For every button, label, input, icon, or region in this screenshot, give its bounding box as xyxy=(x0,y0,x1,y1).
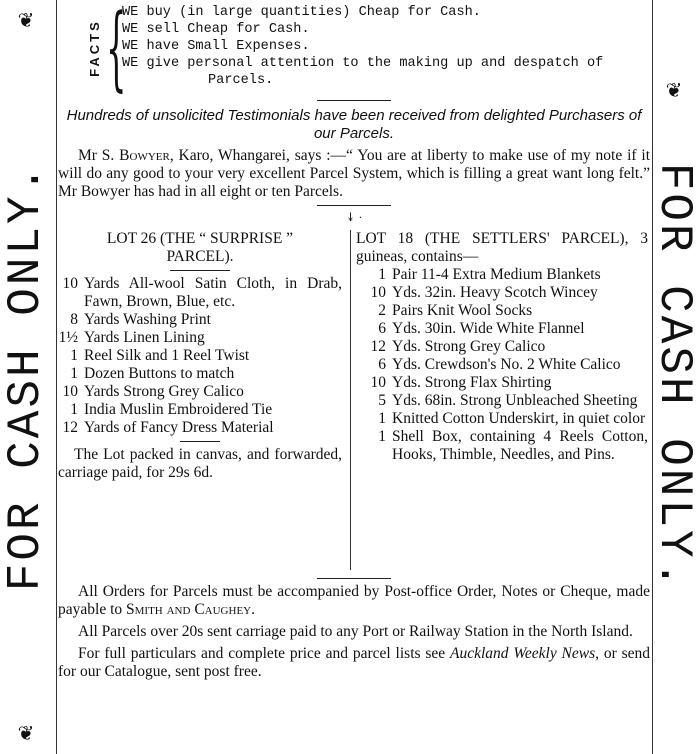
top-ornament-mark: ❦ xyxy=(17,10,35,32)
item-quantity: 6 xyxy=(378,356,386,373)
parcel-item xyxy=(356,284,648,302)
item-quantity: 12 xyxy=(370,338,386,355)
fleuron-icon: ❦ xyxy=(17,723,35,745)
facts-line: WE buy (in large quantities) Cheap for Cash. xyxy=(122,5,481,20)
item-description: Yds. 30in. Wide White Flannel xyxy=(392,320,585,337)
facts-line: WE sell Cheap for Cash. xyxy=(122,22,310,37)
parcel-item xyxy=(356,392,648,410)
lot-26-title: LOT 26 (THE “ SURPRISE ” PARCEL). xyxy=(106,230,294,265)
lot-26-column xyxy=(58,230,342,482)
item-quantity: 10 xyxy=(62,275,78,292)
firm-name: Smith and Caughey xyxy=(126,601,252,618)
parcel-item xyxy=(58,383,342,401)
item-description: Knitted Cotton Underskirt, in quiet color xyxy=(392,410,646,427)
facts-label: FACTS xyxy=(87,19,102,77)
item-quantity: 10 xyxy=(370,374,386,391)
item-description: Yards Linen Lining xyxy=(84,329,205,346)
facts-list xyxy=(122,4,642,89)
item-quantity: 6 xyxy=(378,320,386,337)
item-description: Yds. 32in. Heavy Scotch Wincey xyxy=(392,284,598,301)
terms-block xyxy=(58,583,650,681)
lot-18-title: LOT 18 (THE SETTLERS' PARCEL), 3 guineas, contains— xyxy=(356,230,648,265)
advertisement-body xyxy=(58,0,650,754)
item-quantity: 5 xyxy=(378,392,386,409)
facts-block xyxy=(58,0,650,101)
item-description: Yds. Crewdson's No. 2 White Calico xyxy=(392,356,621,373)
parcel-item xyxy=(356,338,648,356)
item-description: Reel Silk and 1 Reel Twist xyxy=(84,347,250,364)
brace-icon: { xyxy=(106,0,127,101)
item-quantity: 12 xyxy=(62,419,78,436)
parcel-item xyxy=(356,428,648,464)
parcel-item xyxy=(356,410,648,428)
item-quantity: 10 xyxy=(62,383,78,400)
item-description: Pairs Knit Wool Socks xyxy=(392,302,533,319)
lot-18-column xyxy=(356,230,648,464)
parcel-item xyxy=(58,419,342,437)
right-side-banner xyxy=(648,0,700,754)
parcel-item xyxy=(58,311,342,329)
divider-ornament: ↡ · xyxy=(345,210,363,224)
item-quantity: 1½ xyxy=(58,329,78,346)
section-rule xyxy=(317,100,391,101)
item-description: Yds. Strong Flax Shirting xyxy=(392,374,552,391)
item-description: India Muslin Embroidered Tie xyxy=(84,401,273,418)
orders-terms: All Orders for Parcels must be accompanied by Post-office Order, Notes or Cheque, made payable to Smith and Caughey. xyxy=(58,583,650,618)
fleuron-icon: ❦ xyxy=(665,80,683,102)
parcel-item xyxy=(356,356,648,374)
testimonials-heading: Hundreds of unsolicited Testimonials have been received from delighted Purchasers of our Parcels. xyxy=(66,107,642,142)
parcel-item xyxy=(356,302,648,320)
left-banner-text: FOR CASH ONLY. xyxy=(0,162,52,592)
customer-name: Bowyer xyxy=(119,147,170,164)
parcel-item xyxy=(58,401,342,419)
parcel-item xyxy=(58,365,342,383)
item-description: Pair 11-4 Extra Medium Blankets xyxy=(392,266,601,283)
carriage-terms: All Parcels over 20s sent carriage paid to any Port or Railway Station in the North Island. xyxy=(78,623,633,640)
testimonial-quote: Mr S. Bowyer, Karo, Whangarei, says :—“ You are at liberty to make use of my note if it will do any good to your very excellent Parcel System, which is filling a great want long felt.” Mr Bowyer has had in all eight or ten Parcels. xyxy=(58,147,650,200)
lot-26-price-note: The Lot packed in canvas, and forwarded, carriage paid, for 29s 6d. xyxy=(58,446,342,481)
item-description: Yards All-wool Satin Cloth, in Drab, Fawn, Brown, Blue, etc. xyxy=(84,275,342,310)
item-description: Dozen Buttons to match xyxy=(84,365,235,382)
item-quantity: 1 xyxy=(70,401,78,418)
section-rule xyxy=(317,578,391,579)
parcel-item xyxy=(58,329,342,347)
item-description: Yards Strong Grey Calico xyxy=(84,383,244,400)
left-border-rule xyxy=(56,0,57,754)
facts-line: WE have Small Expenses. xyxy=(122,39,310,54)
parcel-item xyxy=(58,275,342,311)
right-banner-text: FOR CASH ONLY. xyxy=(648,162,700,592)
lot-18-items xyxy=(356,266,648,464)
facts-line: Parcels. xyxy=(208,73,274,88)
particulars-note: For full particulars and complete price and parcel lists see Auckland Weekly News, or send for our Catalogue, sent post free. xyxy=(58,645,650,680)
left-side-banner xyxy=(0,0,52,754)
parcel-item xyxy=(356,266,648,284)
item-description: Shell Box, containing 4 Reels Cotton, Hooks, Thimble, Needles, and Pins. xyxy=(392,428,648,463)
item-description: Yards of Fancy Dress Material xyxy=(84,419,274,436)
item-description: Yds. 68in. Strong Unbleached Sheeting xyxy=(392,392,638,409)
newspaper-title: Auckland Weekly News xyxy=(450,645,596,662)
facts-line: WE give personal attention to the making up and despatch of xyxy=(122,56,604,71)
item-quantity: 8 xyxy=(70,311,78,328)
item-quantity: 1 xyxy=(378,410,386,427)
item-quantity: 10 xyxy=(370,284,386,301)
parcel-item xyxy=(356,320,648,338)
section-rule xyxy=(317,205,391,206)
item-quantity: 2 xyxy=(378,302,386,319)
item-quantity: 1 xyxy=(70,365,78,382)
item-description: Yds. Strong Grey Calico xyxy=(392,338,546,355)
item-quantity: 1 xyxy=(70,347,78,364)
parcel-lots xyxy=(58,230,650,574)
parcel-item xyxy=(356,374,648,392)
lot-rule xyxy=(170,270,230,271)
column-divider xyxy=(350,230,351,570)
lot-rule xyxy=(180,441,220,442)
parcel-item xyxy=(58,347,342,365)
item-quantity: 1 xyxy=(378,266,386,283)
lot-26-items xyxy=(58,275,342,437)
item-description: Yards Washing Print xyxy=(84,311,211,328)
item-quantity: 1 xyxy=(378,428,386,445)
